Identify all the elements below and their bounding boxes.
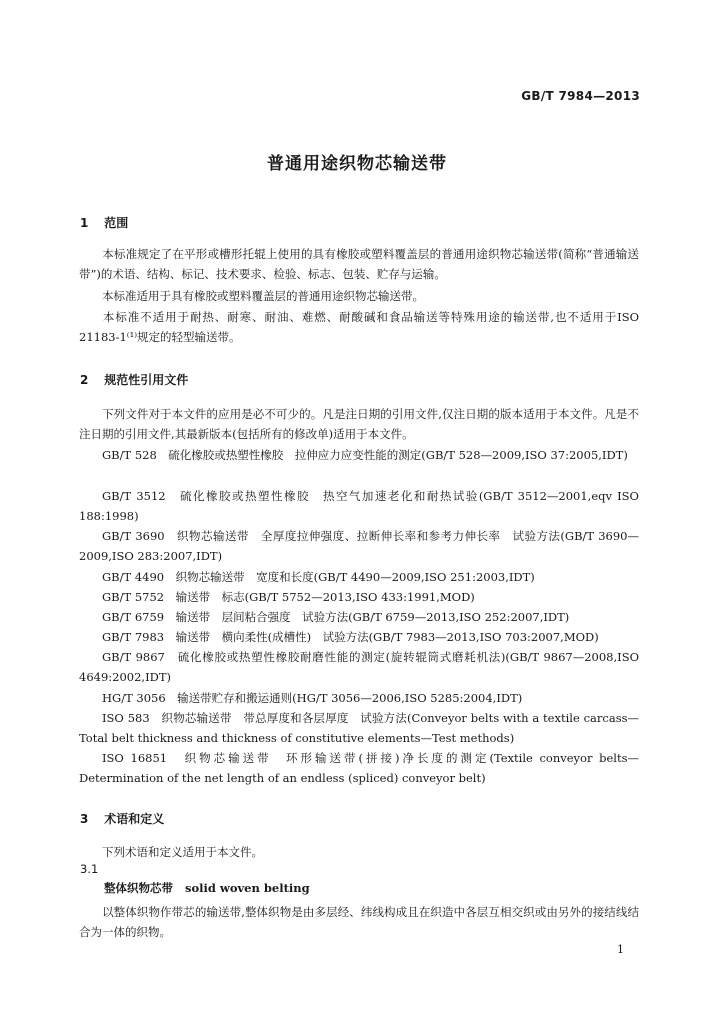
paragraph: 本标准不适用于耐热、耐寒、耐油、难燃、耐酸碱和食品输送等特殊用途的输送带,也不适用于ISO 21183-1⁽¹⁾规定的轻型输送带。 bbox=[79, 310, 639, 345]
term-chinese: 整体织物芯带 bbox=[104, 881, 173, 895]
paragraph: 下列文件对于本文件的应用是必不可少的。凡是注日期的引用文件,仅注日期的版本适用于本文件。凡是不注日期的引用文件,其最新版本(包括所有的修改单)适用于本文件。 bbox=[79, 407, 639, 442]
reference-item: ISO 16851 织物芯输送带 环形输送带(拼接)净长度的测定(Textile conveyor belts—Determination of the net length of an endless (spliced) conveyor belt) bbox=[79, 751, 639, 786]
section-number: 2 bbox=[80, 373, 89, 387]
section-number: 3 bbox=[80, 812, 89, 826]
paragraph: 下列术语和定义适用于本文件。 bbox=[102, 845, 263, 859]
reference-item: GB/T 5752 输送带 标志(GB/T 5752—2013,ISO 433:1991,MOD) bbox=[102, 590, 475, 604]
term-definition: 以整体织物作带芯的输送带,整体织物是由多层经、纬线构成且在织造中各层互相交织或由另外的接结线结合为一体的织物。 bbox=[79, 905, 639, 940]
paragraph: 本标准适用于具有橡胶或塑料覆盖层的普通用途织物芯输送带。 bbox=[102, 289, 424, 303]
paragraph: 本标准规定了在平形或槽形托辊上使用的具有橡胶或塑料覆盖层的普通用途织物芯输送带(简称“普通输送带”)的术语、结构、标记、技术要求、检验、标志、包装、贮存与运输。 bbox=[79, 247, 639, 282]
section-title: 规范性引用文件 bbox=[104, 373, 189, 387]
clause-number: 3.1 bbox=[80, 862, 99, 876]
page-number: 1 bbox=[617, 943, 624, 956]
document-title: 普通用途织物芯输送带 bbox=[267, 154, 447, 174]
section-title: 术语和定义 bbox=[104, 812, 165, 826]
reference-item: GB/T 9867 硫化橡胶或热塑性橡胶耐磨性能的测定(旋转辊筒式磨耗机法)(GB/T 9867—2008,ISO 4649:2002,IDT) bbox=[79, 650, 639, 685]
section-heading-terms-and-definitions bbox=[80, 810, 164, 827]
section-heading-scope bbox=[80, 214, 128, 231]
reference-item: GB/T 528 硫化橡胶或热塑性橡胶 拉伸应力应变性能的测定(GB/T 528—2009,ISO 37:2005,IDT) bbox=[102, 448, 628, 462]
reference-item: GB/T 6759 输送带 层间粘合强度 试验方法(GB/T 6759—2013,ISO 252:2007,IDT) bbox=[102, 610, 570, 624]
reference-item: ISO 583 织物芯输送带 带总厚度和各层厚度 试验方法(Conveyor belts with a textile carcass—Total belt thickness and thickness of constitutive elements—Test methods) bbox=[79, 711, 639, 746]
reference-item: HG/T 3056 输送带贮存和搬运通则(HG/T 3056—2006,ISO 5285:2004,IDT) bbox=[102, 691, 523, 705]
section-number: 1 bbox=[80, 216, 89, 230]
reference-item: GB/T 7983 输送带 横向柔性(成槽性) 试验方法(GB/T 7983—2013,ISO 703:2007,MOD) bbox=[102, 630, 599, 644]
reference-item: GB/T 4490 织物芯输送带 宽度和长度(GB/T 4490—2009,ISO 251:2003,IDT) bbox=[102, 570, 535, 584]
term-english: solid woven belting bbox=[185, 881, 310, 895]
reference-item: GB/T 3512 硫化橡胶或热塑性橡胶 热空气加速老化和耐热试验(GB/T 3512—2001,eqv ISO 188:1998) bbox=[79, 489, 639, 524]
section-heading-normative-references bbox=[80, 371, 188, 388]
standard-number: GB/T 7984—2013 bbox=[521, 89, 640, 103]
reference-item: GB/T 3690 织物芯输送带 全厚度拉伸强度、拉断伸长率和参考力伸长率 试验方法(GB/T 3690—2009,ISO 283:2007,IDT) bbox=[79, 529, 639, 564]
term-entry bbox=[104, 880, 310, 896]
section-title: 范围 bbox=[104, 216, 129, 230]
